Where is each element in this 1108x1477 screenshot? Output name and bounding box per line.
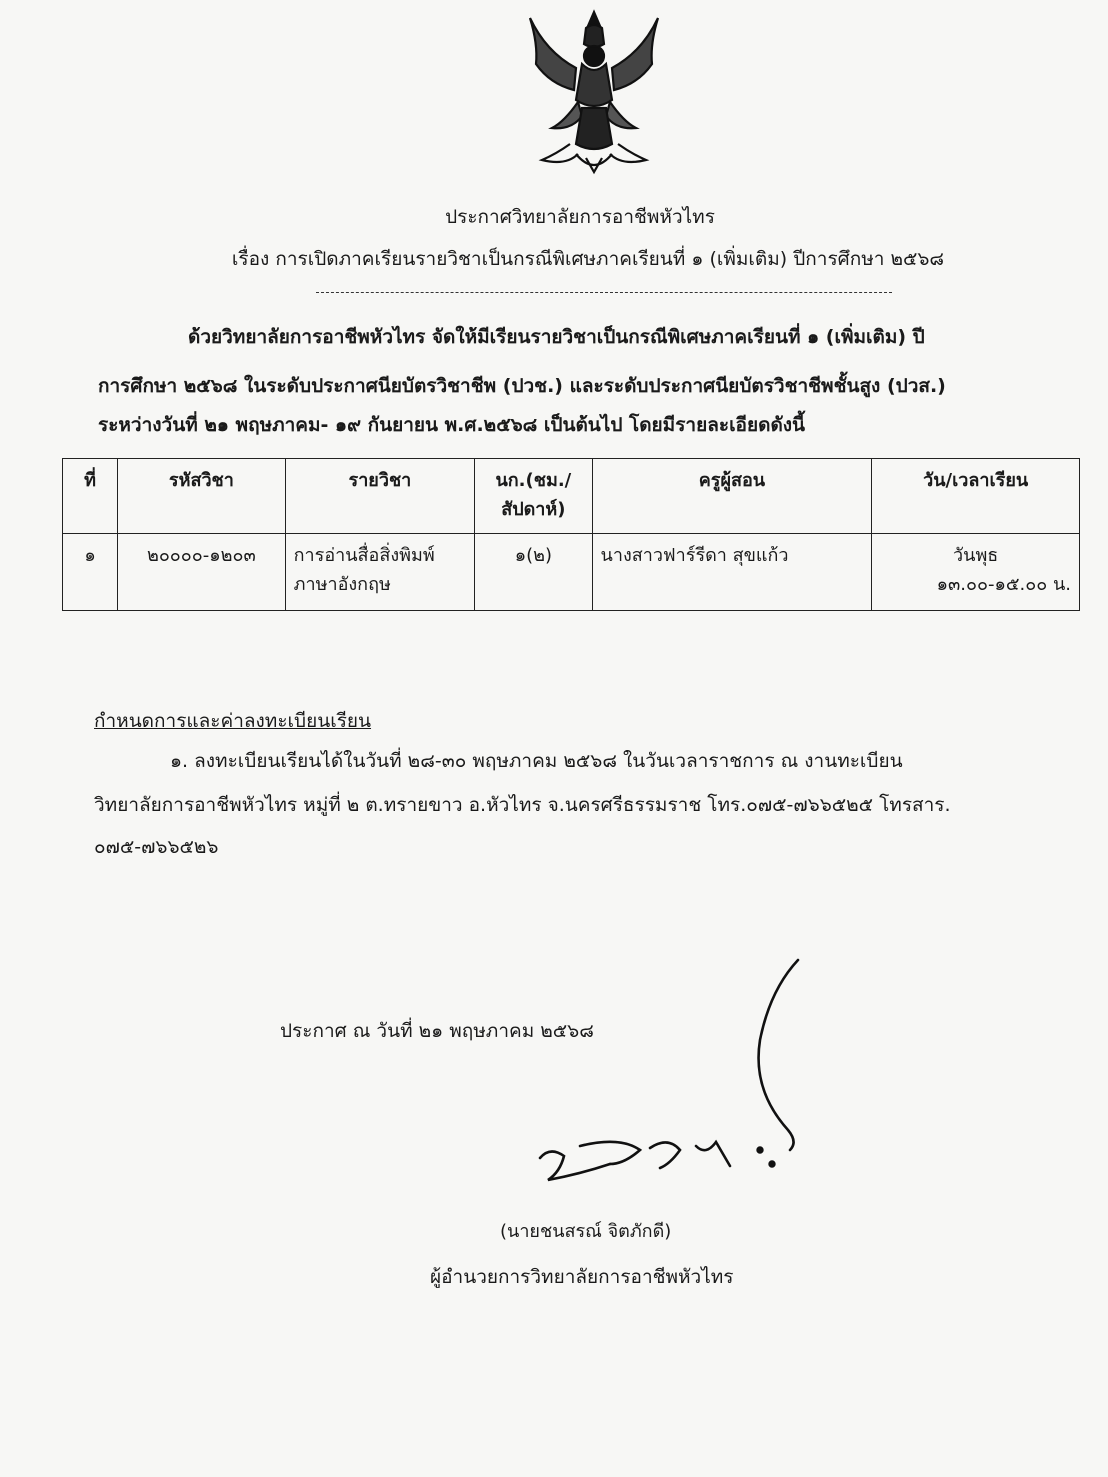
header-hours-line-1: นก.(ชม./ xyxy=(495,470,572,491)
table-header-row xyxy=(63,459,1080,534)
cell-teacher: นางสาวฟาร์รีดา สุขแก้ว xyxy=(592,534,872,611)
cell-name xyxy=(285,534,475,611)
body-line-1: ด้วยวิทยาลัยการอาชีพหัวไทร จัดให้มีเรียนรายวิชาเป็นกรณีพิเศษภาคเรียนที่ ๑ (เพิ่มเติม) ปี xyxy=(188,326,925,348)
announcement-title: ประกาศวิทยาลัยการอาชีพหัวไทร xyxy=(445,206,715,228)
registration-line-3: ๐๗๕-๗๖๖๕๒๖ xyxy=(94,836,219,858)
garuda-emblem-icon xyxy=(516,4,672,176)
registration-title: กำหนดการและค่าลงทะเบียนเรียน xyxy=(94,710,372,732)
header-code: รหัสวิชา xyxy=(118,459,285,534)
announcement-subject: เรื่อง การเปิดภาคเรียนรายวิชาเป็นกรณีพิเศษภาคเรียนที่ ๑ (เพิ่มเติม) ปีการศึกษา ๒๕๖๘ xyxy=(231,248,945,270)
signer-position: ผู้อำนวยการวิทยาลัยการอาชีพหัวไทร xyxy=(430,1266,734,1288)
announce-date: ประกาศ ณ วันที่ ๒๑ พฤษภาคม ๒๕๖๘ xyxy=(280,1020,594,1042)
header-time: วัน/เวลาเรียน xyxy=(872,459,1080,534)
registration-line-1: ๑. ลงทะเบียนเรียนได้ในวันที่ ๒๘-๓๐ พฤษภาคม ๒๕๖๘ ในวันเวลาราชการ ณ งานทะเบียน xyxy=(170,750,903,772)
divider xyxy=(316,292,892,293)
header-hours-line-2: สัปดาห์) xyxy=(501,499,566,520)
registration-line-2: วิทยาลัยการอาชีพหัวไทร หมู่ที่ ๒ ต.ทรายขาว อ.หัวไทร จ.นครศรีธรรมราช โทร.๐๗๕-๗๖๖๕๒๕ โทรสาร. xyxy=(94,794,951,816)
cell-hours: ๑(๒) xyxy=(475,534,592,611)
cell-code: ๒๐๐๐๐-๑๒๐๓ xyxy=(118,534,285,611)
header-hours xyxy=(475,459,592,534)
header-no: ที่ xyxy=(63,459,118,534)
signer-name: (นายชนสรณ์ จิตภักดี) xyxy=(500,1221,672,1242)
signature-icon xyxy=(520,950,810,1190)
course-table xyxy=(62,458,1080,611)
header-name: รายวิชา xyxy=(285,459,475,534)
cell-no: ๑ xyxy=(63,534,118,611)
cell-name-line-1: การอ่านสื่อสิ่งพิมพ์ xyxy=(293,545,435,566)
cell-day: วันพุธ xyxy=(953,545,999,566)
cell-hours-range: ๑๓.๐๐-๑๕.๐๐ น. xyxy=(936,574,1071,595)
cell-name-line-2: ภาษาอังกฤษ xyxy=(293,574,391,595)
header-teacher: ครูผู้สอน xyxy=(592,459,872,534)
cell-time xyxy=(872,534,1080,611)
body-line-2: การศึกษา ๒๕๖๘ ในระดับประกาศนียบัตรวิชาชีพ (ปวช.) และระดับประกาศนียบัตรวิชาชีพชั้นสูง (ปวส.) xyxy=(98,375,946,397)
table-row xyxy=(63,534,1080,611)
body-line-3: ระหว่างวันที่ ๒๑ พฤษภาคม- ๑๙ กันยายน พ.ศ.๒๕๖๘ เป็นต้นไป โดยมีรายละเอียดดังนี้ xyxy=(98,414,806,436)
